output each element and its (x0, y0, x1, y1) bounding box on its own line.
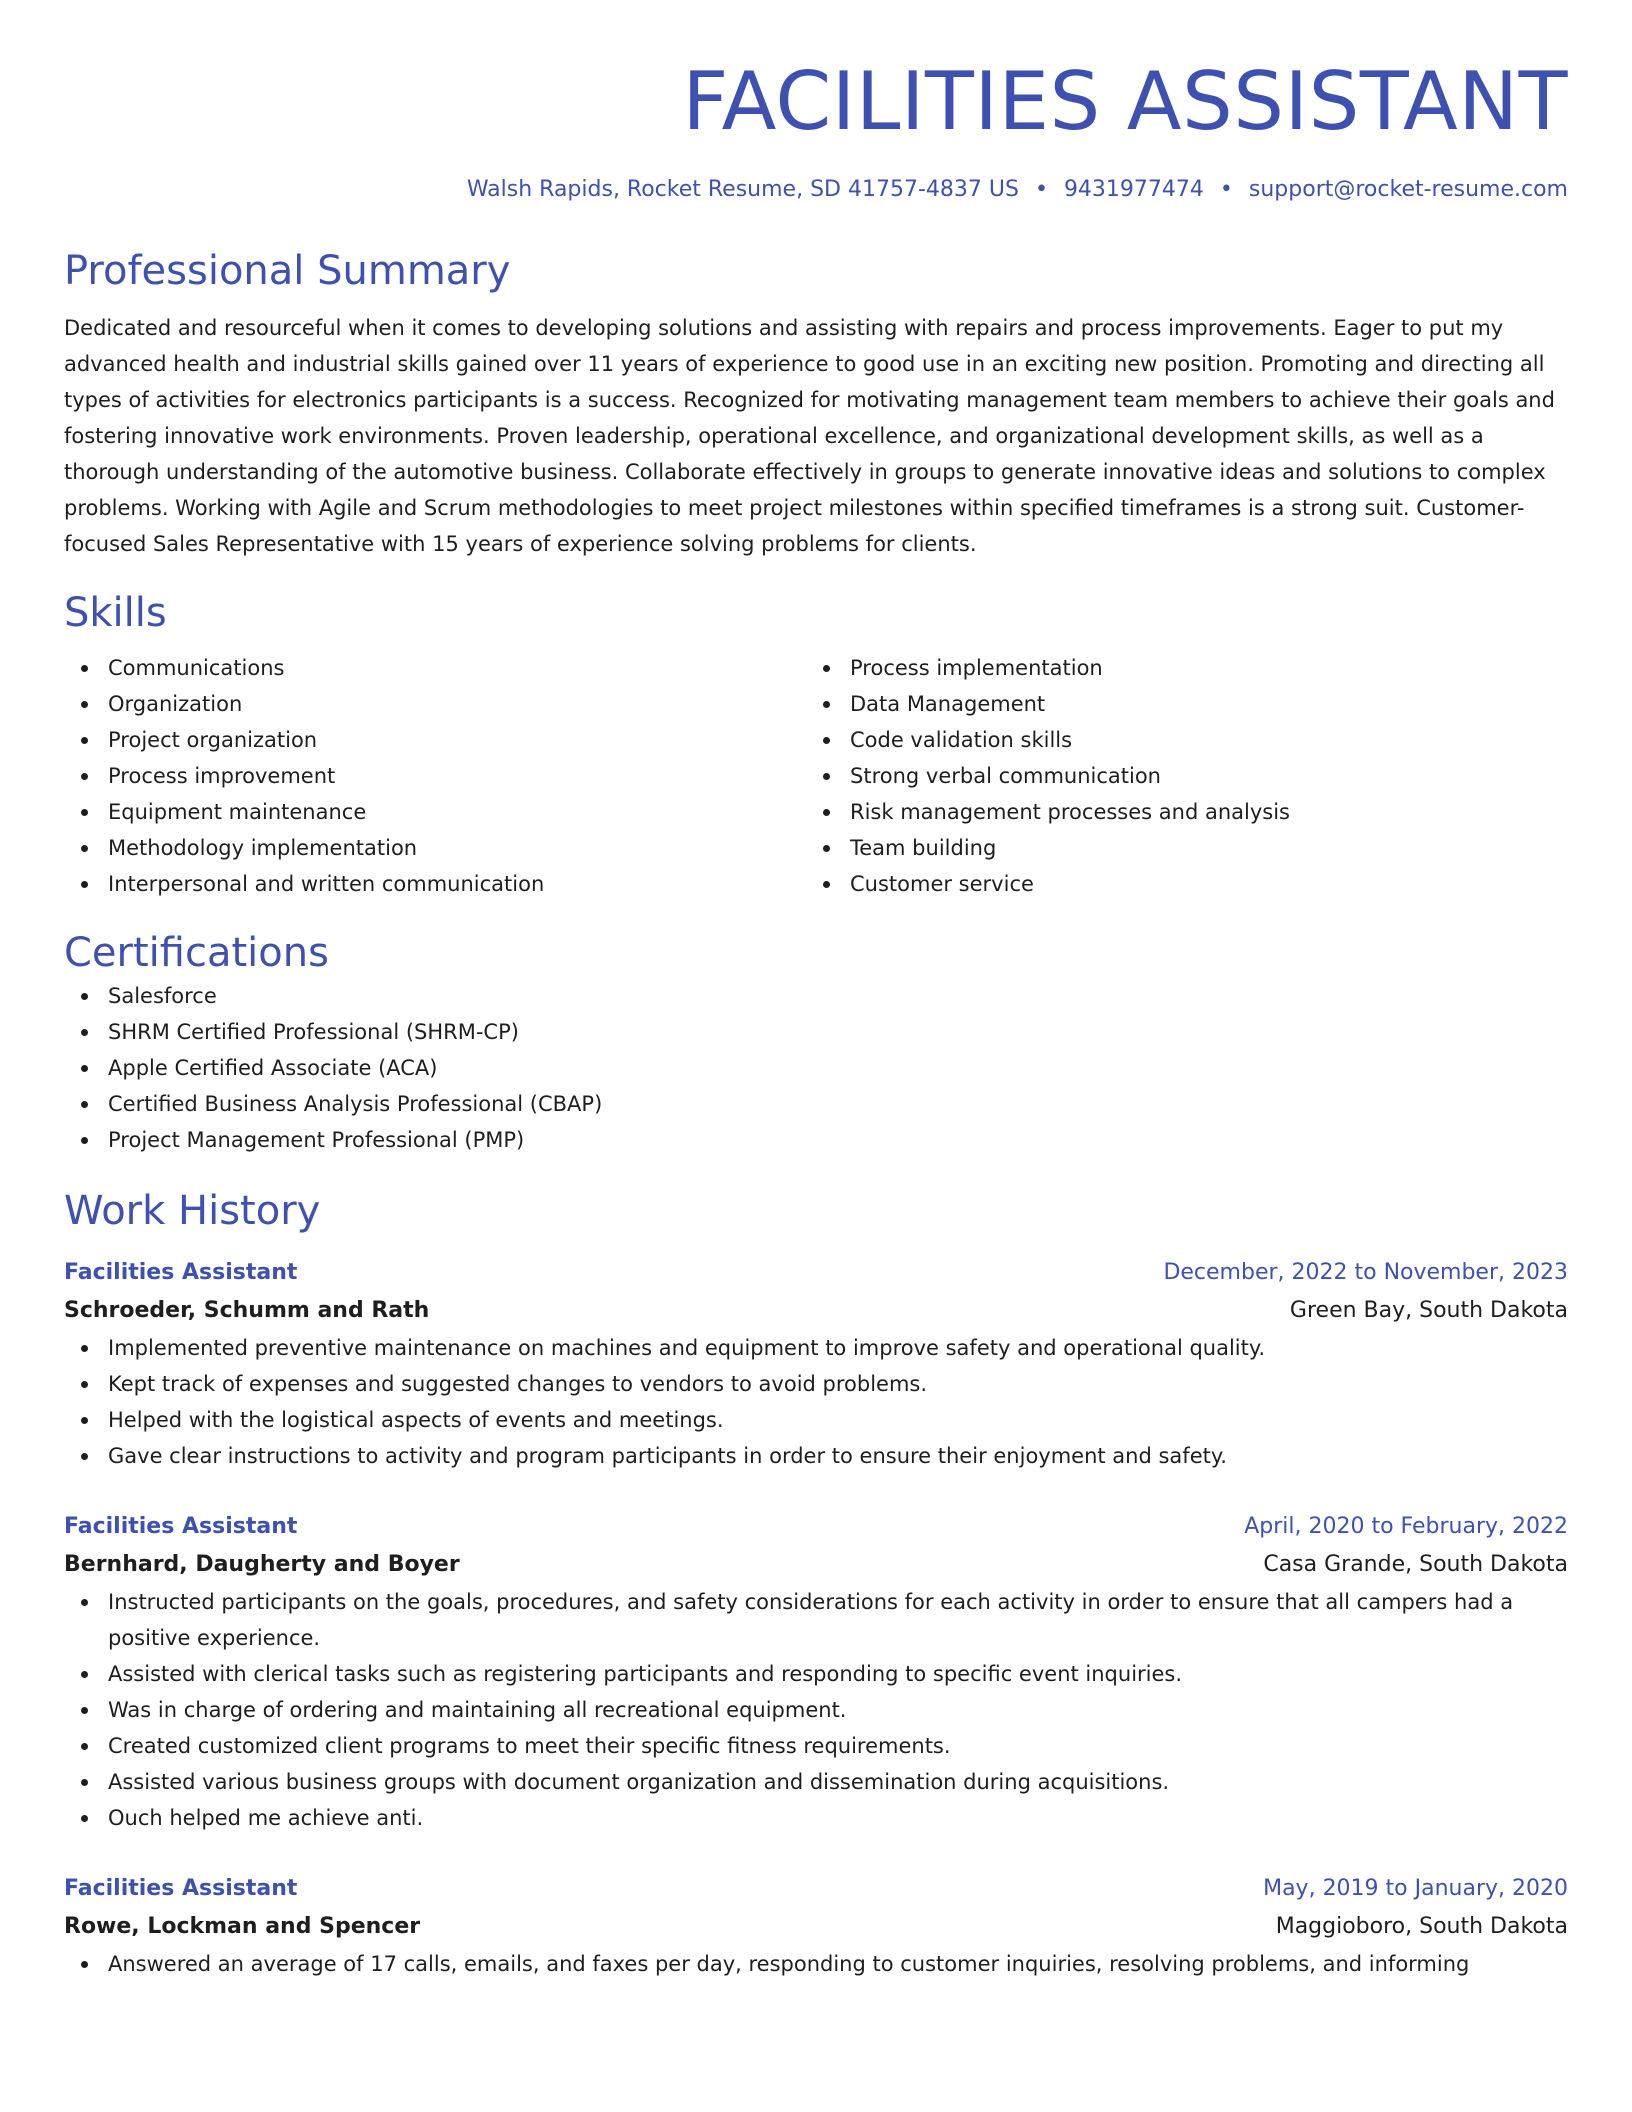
certification-item: SHRM Certified Professional (SHRM-CP) (64, 1014, 1568, 1050)
skill-item: Team building (806, 830, 1548, 866)
job-company: Rowe, Lockman and Spencer (64, 1914, 421, 1939)
contact-phone: 9431977474 (1063, 177, 1204, 202)
skills-list-left (64, 650, 806, 902)
job-entry (64, 1508, 1568, 1836)
job-bullet: Ouch helped me achieve anti. (64, 1800, 1568, 1836)
certification-item: Apple Certified Associate (ACA) (64, 1050, 1568, 1086)
job-header-row (64, 1508, 1568, 1546)
skill-item: Process implementation (806, 650, 1548, 686)
skill-item: Methodology implementation (64, 830, 806, 866)
job-bullet: Created customized client programs to meet their specific fitness requirements. (64, 1728, 1568, 1764)
job-bullets (64, 1584, 1568, 1836)
summary-text: Dedicated and resourceful when it comes to developing solutions and assisting with repairs and process improvements. Eager to put my advanced health and industrial skills gained over 11 years of experience to good use in an exciting new position. Promoting and directing all types of activities for electronics participants is a success. Recognized for motivating management team members to achieve their goals and fostering innovative work environments. Proven leadership, operational excellence, and organizational development skills, as well as a thorough understanding of the automotive business. Collaborate effectively in groups to generate innovative ideas and solutions to complex problems. Working with Agile and Scrum methodologies to meet project milestones within specified timeframes is a strong suit. Customer-focused Sales Representative with 15 years of experience solving problems for clients. (64, 316, 1555, 556)
job-company-row (64, 1292, 1568, 1330)
job-bullet: Assisted with clerical tasks such as registering participants and responding to specific event inquiries. (64, 1656, 1568, 1692)
job-entry (64, 1870, 1568, 1982)
skills-heading: Skills (64, 590, 167, 636)
job-location: Green Bay, South Dakota (1289, 1298, 1568, 1323)
contact-email[interactable]: support@rocket-resume.com (1248, 177, 1568, 202)
certification-item: Salesforce (64, 978, 1568, 1014)
job-bullet: Implemented preventive maintenance on machines and equipment to improve safety and operational quality. (64, 1330, 1568, 1366)
job-bullet: Helped with the logistical aspects of events and meetings. (64, 1402, 1568, 1438)
job-bullet: Answered an average of 17 calls, emails, and faxes per day, responding to customer inquiries, resolving problems, and informing (64, 1946, 1568, 1982)
skill-item: Organization (64, 686, 806, 722)
skill-item: Interpersonal and written communication (64, 866, 806, 902)
job-bullet: Assisted various business groups with document organization and dissemination during acquisitions. (64, 1764, 1568, 1800)
contact-separator: • (1034, 177, 1048, 202)
skill-item: Data Management (806, 686, 1548, 722)
job-bullets (64, 1946, 1568, 1982)
certification-item: Project Management Professional (PMP) (64, 1122, 1568, 1158)
work-history-heading: Work History (64, 1188, 321, 1234)
certifications-heading: Certifications (64, 930, 329, 976)
job-bullet: Gave clear instructions to activity and program participants in order to ensure their enjoyment and safety. (64, 1438, 1568, 1474)
job-location: Maggioboro, South Dakota (1275, 1914, 1568, 1939)
contact-line (64, 174, 1568, 206)
resume-page (64, 0, 1568, 1982)
skill-item: Strong verbal communication (806, 758, 1548, 794)
contact-separator: • (1219, 177, 1233, 202)
contact-address: Walsh Rapids, Rocket Resume, SD 41757-4837 US (466, 177, 1019, 202)
certifications-list (64, 978, 1568, 1158)
skill-item: Communications (64, 650, 806, 686)
skill-item: Equipment maintenance (64, 794, 806, 830)
job-dates: May, 2019 to January, 2020 (1263, 1876, 1568, 1901)
job-title: Facilities Assistant (64, 1876, 298, 1901)
resume-title: FACILITIES ASSISTANT (682, 55, 1568, 148)
skill-item: Risk management processes and analysis (806, 794, 1548, 830)
job-bullets (64, 1330, 1568, 1474)
job-bullet: Was in charge of ordering and maintaining all recreational equipment. (64, 1692, 1568, 1728)
job-company-row (64, 1546, 1568, 1584)
job-title: Facilities Assistant (64, 1514, 298, 1539)
job-dates: December, 2022 to November, 2023 (1163, 1260, 1568, 1285)
skill-item: Customer service (806, 866, 1548, 902)
job-bullet: Instructed participants on the goals, procedures, and safety considerations for each activity in order to ensure that all campers had a positive experience. (64, 1584, 1568, 1656)
job-company: Schroeder, Schumm and Rath (64, 1298, 430, 1323)
job-entry (64, 1254, 1568, 1474)
job-title: Facilities Assistant (64, 1260, 298, 1285)
job-location: Casa Grande, South Dakota (1263, 1552, 1568, 1577)
skill-item: Process improvement (64, 758, 806, 794)
job-header-row (64, 1254, 1568, 1292)
job-dates: April, 2020 to February, 2022 (1244, 1514, 1568, 1539)
skills-columns (64, 650, 1568, 902)
job-header-row (64, 1870, 1568, 1908)
skills-list-right (806, 650, 1548, 902)
summary-heading: Professional Summary (64, 248, 511, 294)
certification-item: Certified Business Analysis Professional (CBAP) (64, 1086, 1568, 1122)
skill-item: Code validation skills (806, 722, 1548, 758)
skill-item: Project organization (64, 722, 806, 758)
job-company-row (64, 1908, 1568, 1946)
job-bullet: Kept track of expenses and suggested changes to vendors to avoid problems. (64, 1366, 1568, 1402)
job-company: Bernhard, Daugherty and Boyer (64, 1552, 460, 1577)
